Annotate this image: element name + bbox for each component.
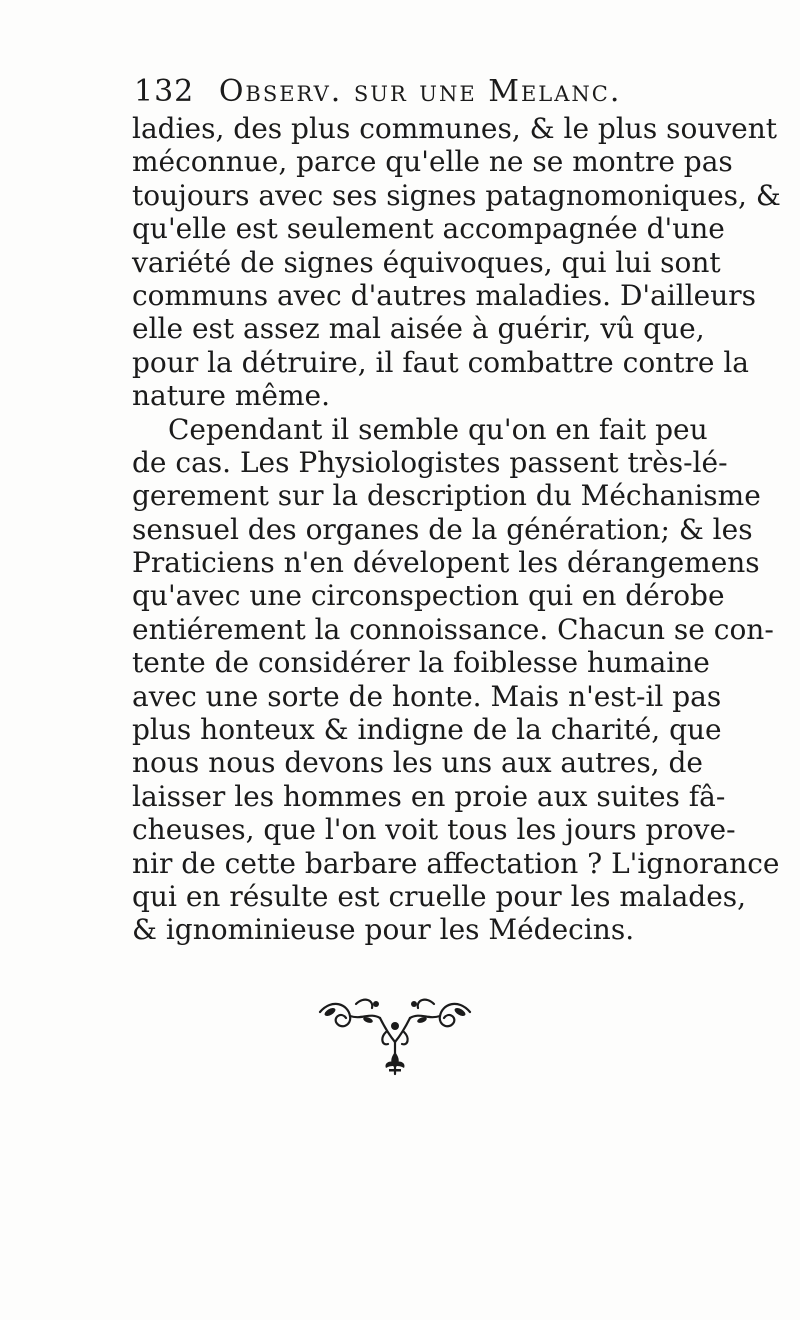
text-line: nir de cette barbare affectation ? L'ignorance xyxy=(132,846,780,880)
text-line: variété de signes équivoques, qui lui sont xyxy=(132,245,721,279)
text-line: Praticiens n'en dévelopent les dérangemens xyxy=(132,546,760,580)
text-line: Cependant il semble qu'on en fait peu xyxy=(168,412,708,446)
text-line: pour la détruire, il faut combattre contre la xyxy=(132,345,749,379)
page-header xyxy=(134,74,622,114)
text-line: toujours avec ses signes patagnomoniques, & xyxy=(132,178,781,212)
text-line: communs avec d'autres maladies. D'ailleurs xyxy=(132,278,757,312)
text-line: qu'avec une circonspection qui en dérobe xyxy=(132,579,725,613)
text-line: ladies, des plus communes, & le plus souvent xyxy=(132,112,778,145)
text-line: nous nous devons les uns aux autres, de xyxy=(132,746,704,780)
text-line: méconnue, parce qu'elle ne se montre pas xyxy=(132,145,733,179)
text-line: cheuses, que l'on voit tous les jours prove- xyxy=(132,813,736,847)
text-line: de cas. Les Physiologistes passent très-lé- xyxy=(132,445,728,479)
text-line: & ignominieuse pour les Médecins. xyxy=(132,913,635,947)
running-title: Observ. sur une Melanc. xyxy=(218,74,622,109)
text-line: nature même. xyxy=(132,379,331,413)
body-text xyxy=(132,112,781,947)
text-line: elle est assez mal aisée à guérir, vû que, xyxy=(132,312,705,346)
floral-vignette-icon xyxy=(310,990,480,1080)
page-number: 132 xyxy=(134,74,195,109)
text-line: tente de considérer la foiblesse humaine xyxy=(132,646,710,680)
text-line: gerement sur la description du Méchanisme xyxy=(132,479,761,513)
text-line: qu'elle est seulement accompagnée d'une xyxy=(132,212,725,246)
text-line: laisser les hommes en proie aux suites fâ- xyxy=(132,779,726,813)
text-line: avec une sorte de honte. Mais n'est-il pas xyxy=(132,679,722,713)
text-line: sensuel des organes de la génération; & les xyxy=(132,512,753,546)
text-line: entiérement la connoissance. Chacun se con- xyxy=(132,612,774,646)
text-line: plus honteux & indigne de la charité, que xyxy=(132,713,722,747)
text-line: qui en résulte est cruelle pour les malades, xyxy=(132,879,747,913)
